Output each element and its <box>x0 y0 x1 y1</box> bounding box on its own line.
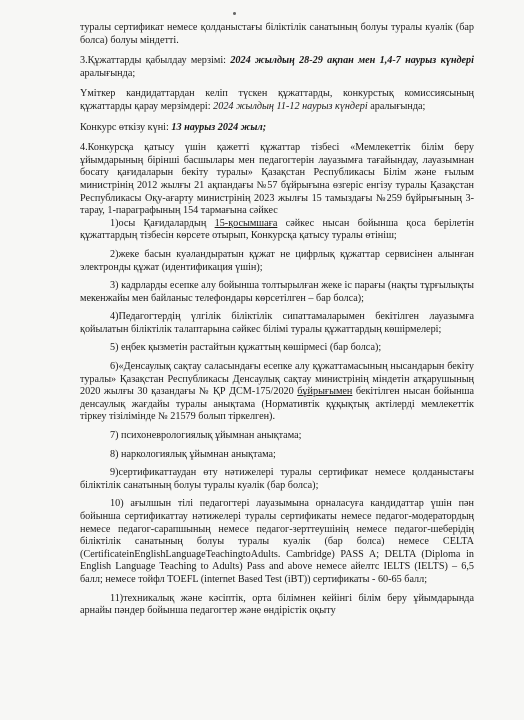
appendix-link: 15-қосымшаға <box>214 217 278 229</box>
contest-date-label: Конкурс өткізу күні: <box>80 121 172 133</box>
scan-speck <box>233 12 236 15</box>
list-item-1: 1)осы Қағидалардың 15-қосымшаға сәйкес нысан бойынша қоса берілетін құжаттардың тізбесін көрсете отырып, Конкурсқа қатысу туралы өтініш; <box>80 217 474 242</box>
contest-date-value: 13 наурыз 2024 жыл; <box>171 121 267 133</box>
submission-label: 3.Құжаттарды қабылдау мерзімі: <box>80 55 231 67</box>
review-label: Үміткер кандидаттардан келіп түскен құжаттарды, конкурстық комиссиясының құжаттарды қарау мерзімдері: <box>80 88 474 112</box>
order-link: бұйрығымен <box>297 386 353 398</box>
review-dates: 2024 жылдың 11-12 наурыз күндері <box>213 100 368 112</box>
list-item-5: 5) еңбек қызметін растайтын құжаттың көшірмесі (бар болса); <box>110 342 382 354</box>
list-item-3: 3) кадрларды есепке алу бойынша толтырылған жеке іс парағы (нақты тұрғылықты мекенжайы мен байланыс телефондары көрсетілген – бар болса); <box>80 280 474 304</box>
paragraph-document-list-intro: 4.Конкурсқа қатысу үшін қажетті құжаттар тізбесі «Мемлекеттік білім беру ұйымдарының бірінші басшылары мен педагогтерін лауазымға тағайындау, лауазымнан босату қағидаларын бекіту туралы» Қазақстан Республикасы Білім және ғылым министрінің 2012 жылғы 21 ақпандағы №57 бұйрығына өзгеріс енгізу туралы Қазақстан Республикасы Оқу-ағарту министрінің 2023 жылғы 15 тамыздағы №259 бұйрығының 3-тарау, 1-параграфының 154 тармағына сәйкес <box>80 142 474 217</box>
list-item-8: 8) наркологиялық ұйымнан анықтама; <box>110 448 276 460</box>
submission-suffix: аралығында; <box>80 67 136 79</box>
paragraph-review-period <box>80 88 474 113</box>
submission-dates: 2024 жылдың 28-29 ақпан мен 1,4-7 наурыз күндері <box>230 55 474 67</box>
list-item-2: 2)жеке басын куәландыратын құжат не цифрлық құжаттар сервисінен алынған электронды құжат (идентификация үшін); <box>80 248 474 273</box>
paragraph-submission-period <box>80 55 474 80</box>
paragraph-continuation: туралы сертификат немесе қолданыстағы біліктілік санатының болуы туралы куәлік (бар болса) болуы міндетті. <box>80 22 474 46</box>
review-suffix: аралығында; <box>367 100 426 112</box>
paragraph-contest-date <box>80 122 474 135</box>
list-item-10: 10) ағылшын тілі педагогтері лауазымына орналасуға кандидаттар үшін пән бойынша сертификаттау нәтижелері туралы сертификаты немесе педагог-модератордың немесе педагог-сарапшының немесе педагог-зерттеушінің немесе педагог-шеберідің біліктілік санатының болуы туралы куәлік (бар болса) немесе CELTA (CertificateinEnglishLanguageTeachingtoAdults. Cambridge) PASS A; DELTA (Diploma in English Language Teaching to Adults) Pass and above немесе айелтс IELTS (IELTS) – 6,5 балл; немесе тойфл TOEFL (internet Based Test (iBT)) сертификаты - 60-65 балл; <box>80 498 474 585</box>
list-item-7: 7) психоневрологиялық ұйымнан анықтама; <box>110 430 302 442</box>
list-item-6: 6)«Денсаулық сақтау саласындағы есепке алу құжаттамасының нысандарын бекіту туралы» Қазақстан Республикасы Денсаулық сақтау министрінің міндетін атқарушының 2020 жылғы 30 қазандағы № ҚР ДСМ-175/2020 бұйрығымен бекітілген нысан бойынша денсаулық жағдайы туралы анықтама (Нормативтік құқықтық актілерді мемлекеттік тіркеу тізілімінде № 21579 болып тіркелген). <box>80 361 474 423</box>
list-item-4: 4)Педагогтердің үлгілік біліктілік сипаттамаларымен бекітілген лауазымға қойылатын біліктілік талаптарына сәйкес білімі туралы құжаттардың көшірмелері; <box>80 311 474 335</box>
list-item-9: 9)сертификаттаудан өту нәтижелері туралы сертификат немесе қолданыстағы біліктілік санатының болуы туралы куәлік (бар болса); <box>80 467 474 491</box>
list-item-11: 11)техникалық және кәсіптік, орта білімнен кейінгі білім беру ұйымдарында арнайы пәндер бойынша педагогтер және өндірістік оқыту <box>80 592 474 617</box>
